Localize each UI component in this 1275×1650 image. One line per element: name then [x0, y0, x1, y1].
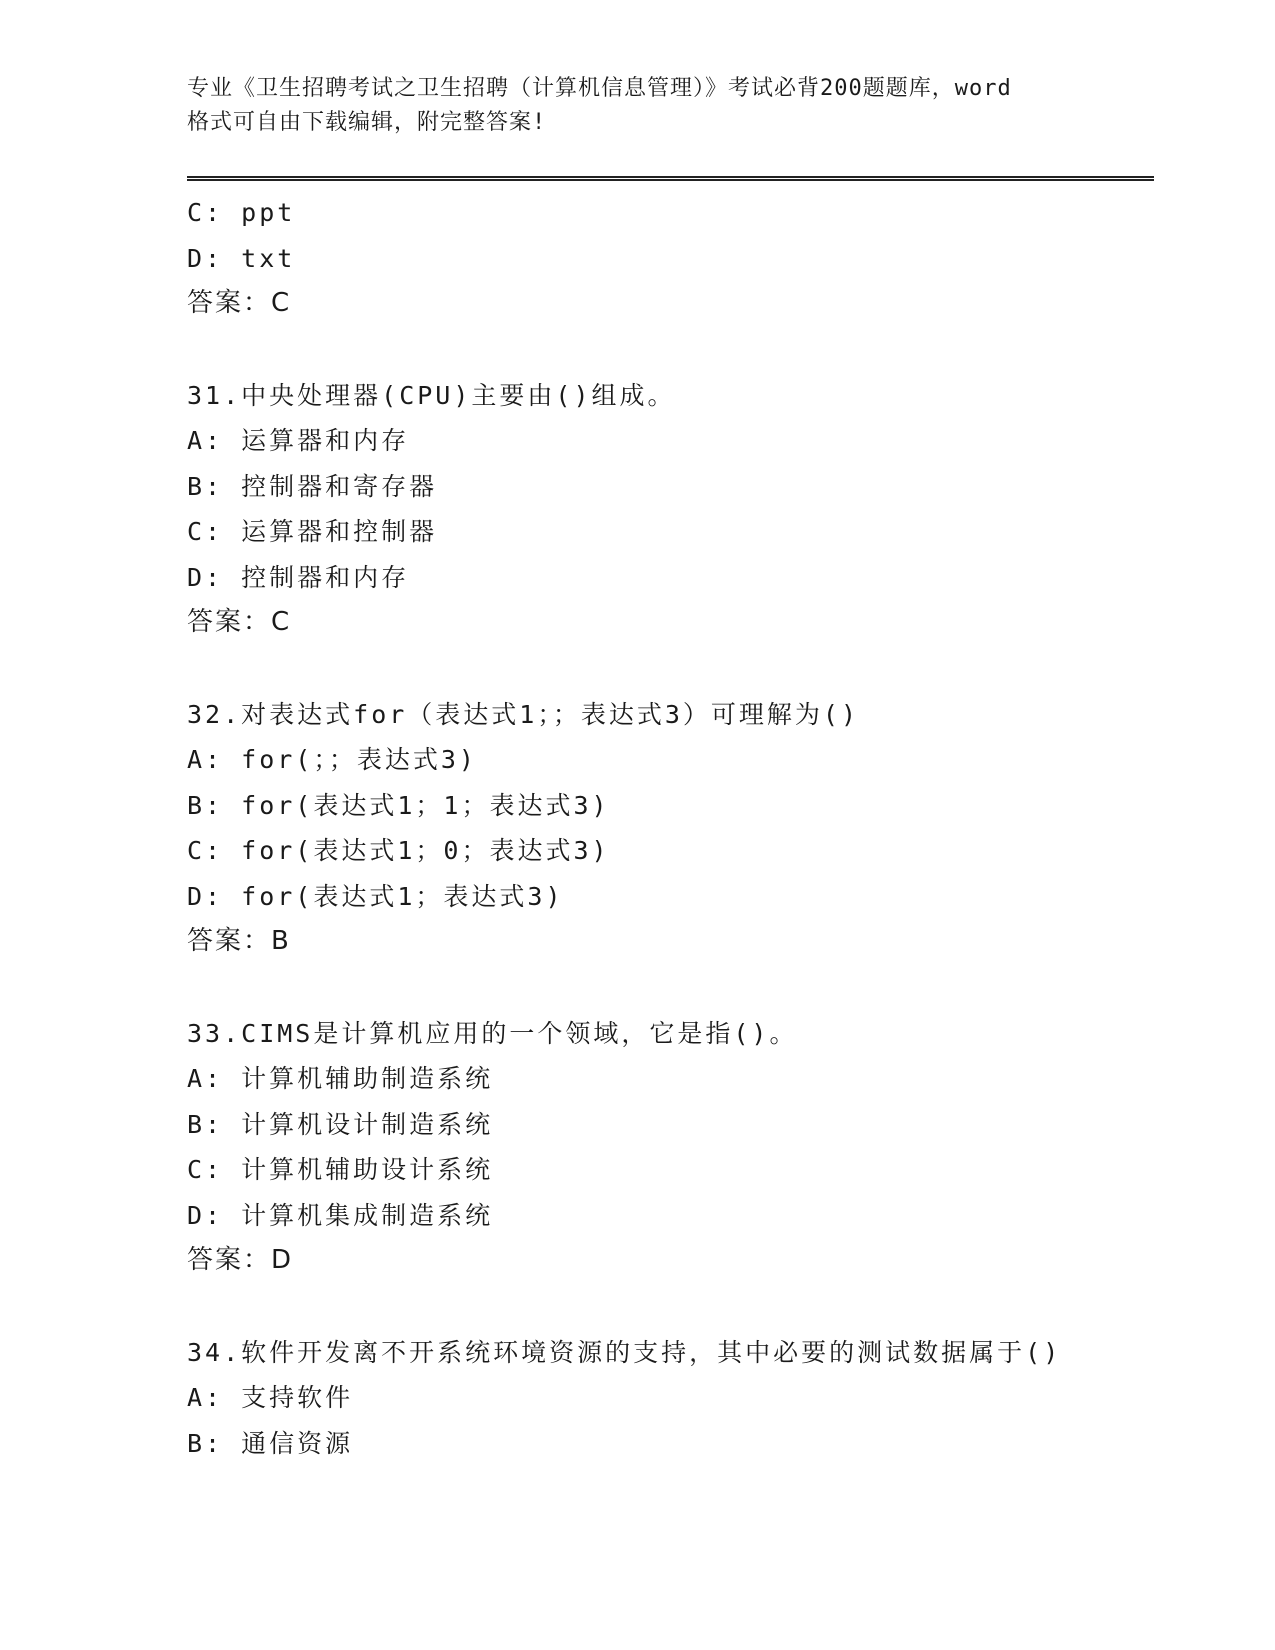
spacer — [187, 965, 1147, 1011]
header-divider — [187, 176, 1154, 181]
option-d: D: 计算机集成制造系统 — [187, 1200, 494, 1230]
question-30-tail — [187, 190, 1147, 327]
answer-line: 答案：C — [187, 288, 292, 318]
spacer — [187, 1284, 1147, 1330]
header-title-line-1: 专业《卫生招聘考试之卫生招聘（计算机信息管理）》考试必背200题题库，word — [187, 76, 1012, 101]
option-c: C: 计算机辅助设计系统 — [187, 1155, 494, 1184]
answer-line: 答案：B — [187, 926, 291, 956]
option-d: D: for(表达式1；表达式3) — [187, 881, 564, 911]
answer-line: 答案：C — [187, 607, 292, 637]
question-33 — [187, 1011, 1147, 1284]
option-a: A: for(；；表达式3) — [187, 745, 477, 774]
question-text: 32.对表达式for（表达式1；；表达式3）可理解为() — [187, 699, 860, 729]
option-a: A: 计算机辅助制造系统 — [187, 1064, 494, 1093]
spacer — [187, 327, 1147, 373]
option-d: D: 控制器和内存 — [187, 562, 410, 592]
option-c: C: ppt — [187, 198, 296, 227]
question-text: 31.中央处理器(CPU)主要由()组成。 — [187, 380, 676, 410]
answer-line: 答案：D — [187, 1245, 294, 1275]
option-d: D: txt — [187, 243, 296, 273]
question-34 — [187, 1330, 1147, 1467]
option-b: B: 控制器和寄存器 — [187, 471, 438, 501]
spacer — [187, 646, 1147, 692]
option-a: A: 支持软件 — [187, 1383, 354, 1412]
question-list — [187, 190, 1147, 1466]
option-b: B: 计算机设计制造系统 — [187, 1109, 494, 1139]
document-header — [187, 72, 1087, 140]
question-text: 33.CIMS是计算机应用的一个领域，它是指()。 — [187, 1018, 798, 1048]
header-title-line-2: 格式可自由下载编辑，附完整答案! — [187, 110, 547, 135]
option-b: B: for(表达式1；1；表达式3) — [187, 790, 610, 820]
question-31 — [187, 373, 1147, 646]
option-c: C: 运算器和控制器 — [187, 517, 438, 546]
question-32 — [187, 692, 1147, 965]
option-a: A: 运算器和内存 — [187, 426, 410, 455]
question-text: 34.软件开发离不开系统环境资源的支持，其中必要的测试数据属于() — [187, 1337, 1062, 1367]
option-c: C: for(表达式1；0；表达式3) — [187, 836, 610, 865]
option-b: B: 通信资源 — [187, 1428, 354, 1458]
